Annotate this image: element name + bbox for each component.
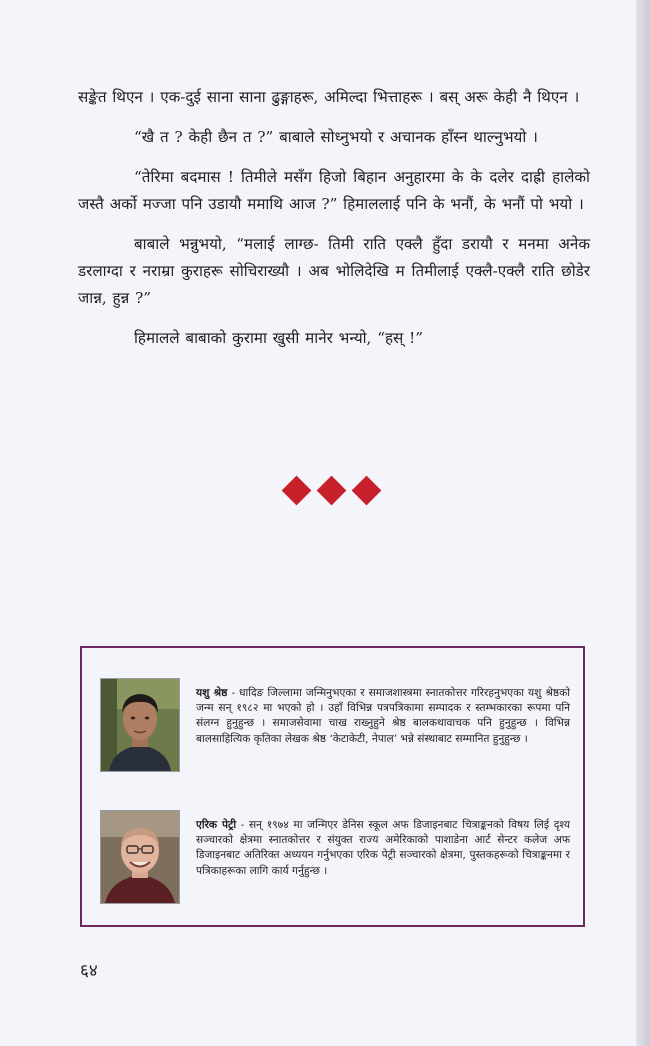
story-paragraph: हिमालले बाबाको कुरामा खुसी मानेर भन्यो, “हस् !”: [134, 329, 424, 347]
bio-name: एरिक पेट्री: [196, 819, 237, 831]
bio-description: - धादिङ जिल्लामा जन्मिनुभएका र समाजशास्त्रमा स्नातकोत्तर गरिरहनुभएका यशु श्रेष्ठको जन्म सन् १९८२ मा भएको हो । उहाँ विभिन्न पत्रपत्रिकामा सम्पादक र स्तम्भकारका रूपमा पनि संलग्न हुनुहुन्छ । समाजसेवामा चाख राख्नुहुने श्रेष्ठ बालकथावाचक पनि हुनुहुन्छ । विभिन्न बालसाहित्यिक कृतिका लेखक श्रेष्ठ ‘केटाकेटी, नेपाल’ भन्ने संस्थाबाट सम्मानित हुनुहुन्छ ।: [196, 687, 571, 745]
page-edge: [636, 0, 650, 1046]
story-text: [78, 84, 590, 365]
story-paragraph: “खै त ? केही छैन त ?” बाबाले सोध्नुभयो र अचानक हाँस्न थाल्नुभयो ।: [134, 128, 538, 146]
bio-text: [196, 686, 570, 747]
section-ornament: [280, 476, 385, 504]
bio-text: [196, 818, 570, 879]
bio-name: यशु श्रेष्ठ: [196, 687, 228, 699]
story-paragraph: “तेरिमा बदमास ! तिमीले मसँग हिजो बिहान अनुहारमा के के दलेर दाह्री हालेको जस्तै अर्को मज्जा पनि उडायौ ममाथि आज ?” हिमाललाई पनि के भनौं, के भनौं पो भयो ।: [78, 168, 590, 213]
story-paragraph: बाबाले भन्नुभयो, “मलाई लाग्छ- तिमी राति एक्लै हुँदा डरायौ र मनमा अनेक डरलाग्दा र नराम्रा कुराहरू सोचिराख्यौ । अब भोलिदेखि म तिमीलाई एक्लै-एक्लै राति छोडेर जान्न, हुन्न ?”: [78, 235, 590, 307]
page-number: ६४: [80, 961, 98, 981]
author-bio-box: [80, 646, 585, 927]
bio-description: - सन् १९७४ मा जन्मिएर डेनिस स्कूल अफ डिजाइनबाट चित्राङ्कनको विषय लिई दृश्य सञ्चारको क्षेत्रमा स्नातकोत्तर र संयुक्त राज्य अमेरिकाको पाशाडेना आर्ट सेन्टर कलेज अफ डिजाइनबाट अतिरिक्त अध्ययन गर्नुभएका एरिक पेट्री सञ्चारको क्षेत्रमा, पुस्तकहरूको चित्राङ्कनमा र पत्रिकाहरूका लागि कार्य गर्नुहुन्छ ।: [196, 819, 570, 877]
illustrator-photo: [100, 810, 180, 904]
ornament-diamond: [317, 476, 347, 506]
ornament-diamond: [352, 476, 382, 506]
author-photo: [100, 678, 180, 772]
story-paragraph: सङ्केत थिएन । एक-दुई साना साना ढुङ्गाहरू, अमिल्दा भित्ताहरू । बस् अरू केही नै थिएन ।: [78, 88, 580, 106]
ornament-diamond: [282, 476, 312, 506]
